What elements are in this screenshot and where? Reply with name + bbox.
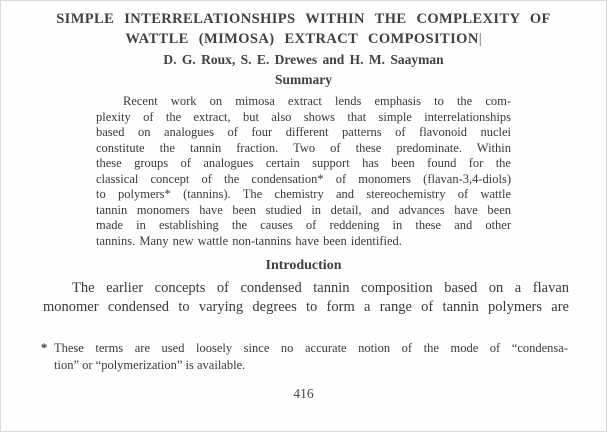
footnote-text	[54, 340, 568, 373]
text-line: to polymers* (tannins). The chemistry and stereochemistry of wattle	[96, 187, 511, 201]
text-line: classical concept of the condensation* of monomers (flavan-3,4-diols)	[96, 171, 511, 186]
text-line: plexity of the extract, but also shows that simple interrelationships	[96, 109, 511, 124]
text-line: tion” or “polymerization” is available.	[54, 357, 246, 372]
text-cursor: |	[478, 31, 482, 47]
summary-paragraph	[96, 94, 511, 249]
footnote-asterisk: *	[41, 341, 48, 355]
text-line: The earlier concepts of condensed tannin composition based on a flavan	[72, 280, 569, 296]
text-line: these groups of analogues certain support has been found for the	[96, 156, 511, 170]
text-line: These terms are used loosely since no accurate notion of the mode of “condensa-	[54, 341, 568, 355]
intro-paragraph	[43, 279, 569, 317]
summary-heading: Summary	[275, 72, 332, 87]
text-line: Recent work on mimosa extract lends emphasis to the com-	[123, 94, 511, 108]
text-line: based on analogues of four different patterns of flavonoid nuclei	[96, 125, 511, 139]
article-title-line-1: SIMPLE INTERRELATIONSHIPS WITHIN THE COMPLEXITY OF	[56, 11, 551, 27]
footnote	[41, 340, 568, 373]
authors-line: D. G. Roux, S. E. Drewes and H. M. Saayman	[163, 52, 444, 67]
article-title-line-2: WATTLE (MIMOSA) EXTRACT COMPOSITION|	[125, 31, 482, 47]
introduction-heading: Introduction	[265, 258, 342, 273]
page-number: 416	[293, 386, 314, 401]
text-line: constitute the tannin fraction. Two of these predominate. Within	[96, 140, 511, 155]
text-line: tannin monomers have been studied in detail, and advances have been	[96, 202, 511, 217]
article-title	[1, 9, 606, 49]
text-line: tannins. Many new wattle non-tannins have been identified.	[96, 233, 402, 248]
text-line: monomer condensed to varying degrees to form a range of tannin polymers are	[43, 299, 569, 315]
text-line: made in establishing the causes of reddening in these and other	[96, 218, 511, 232]
